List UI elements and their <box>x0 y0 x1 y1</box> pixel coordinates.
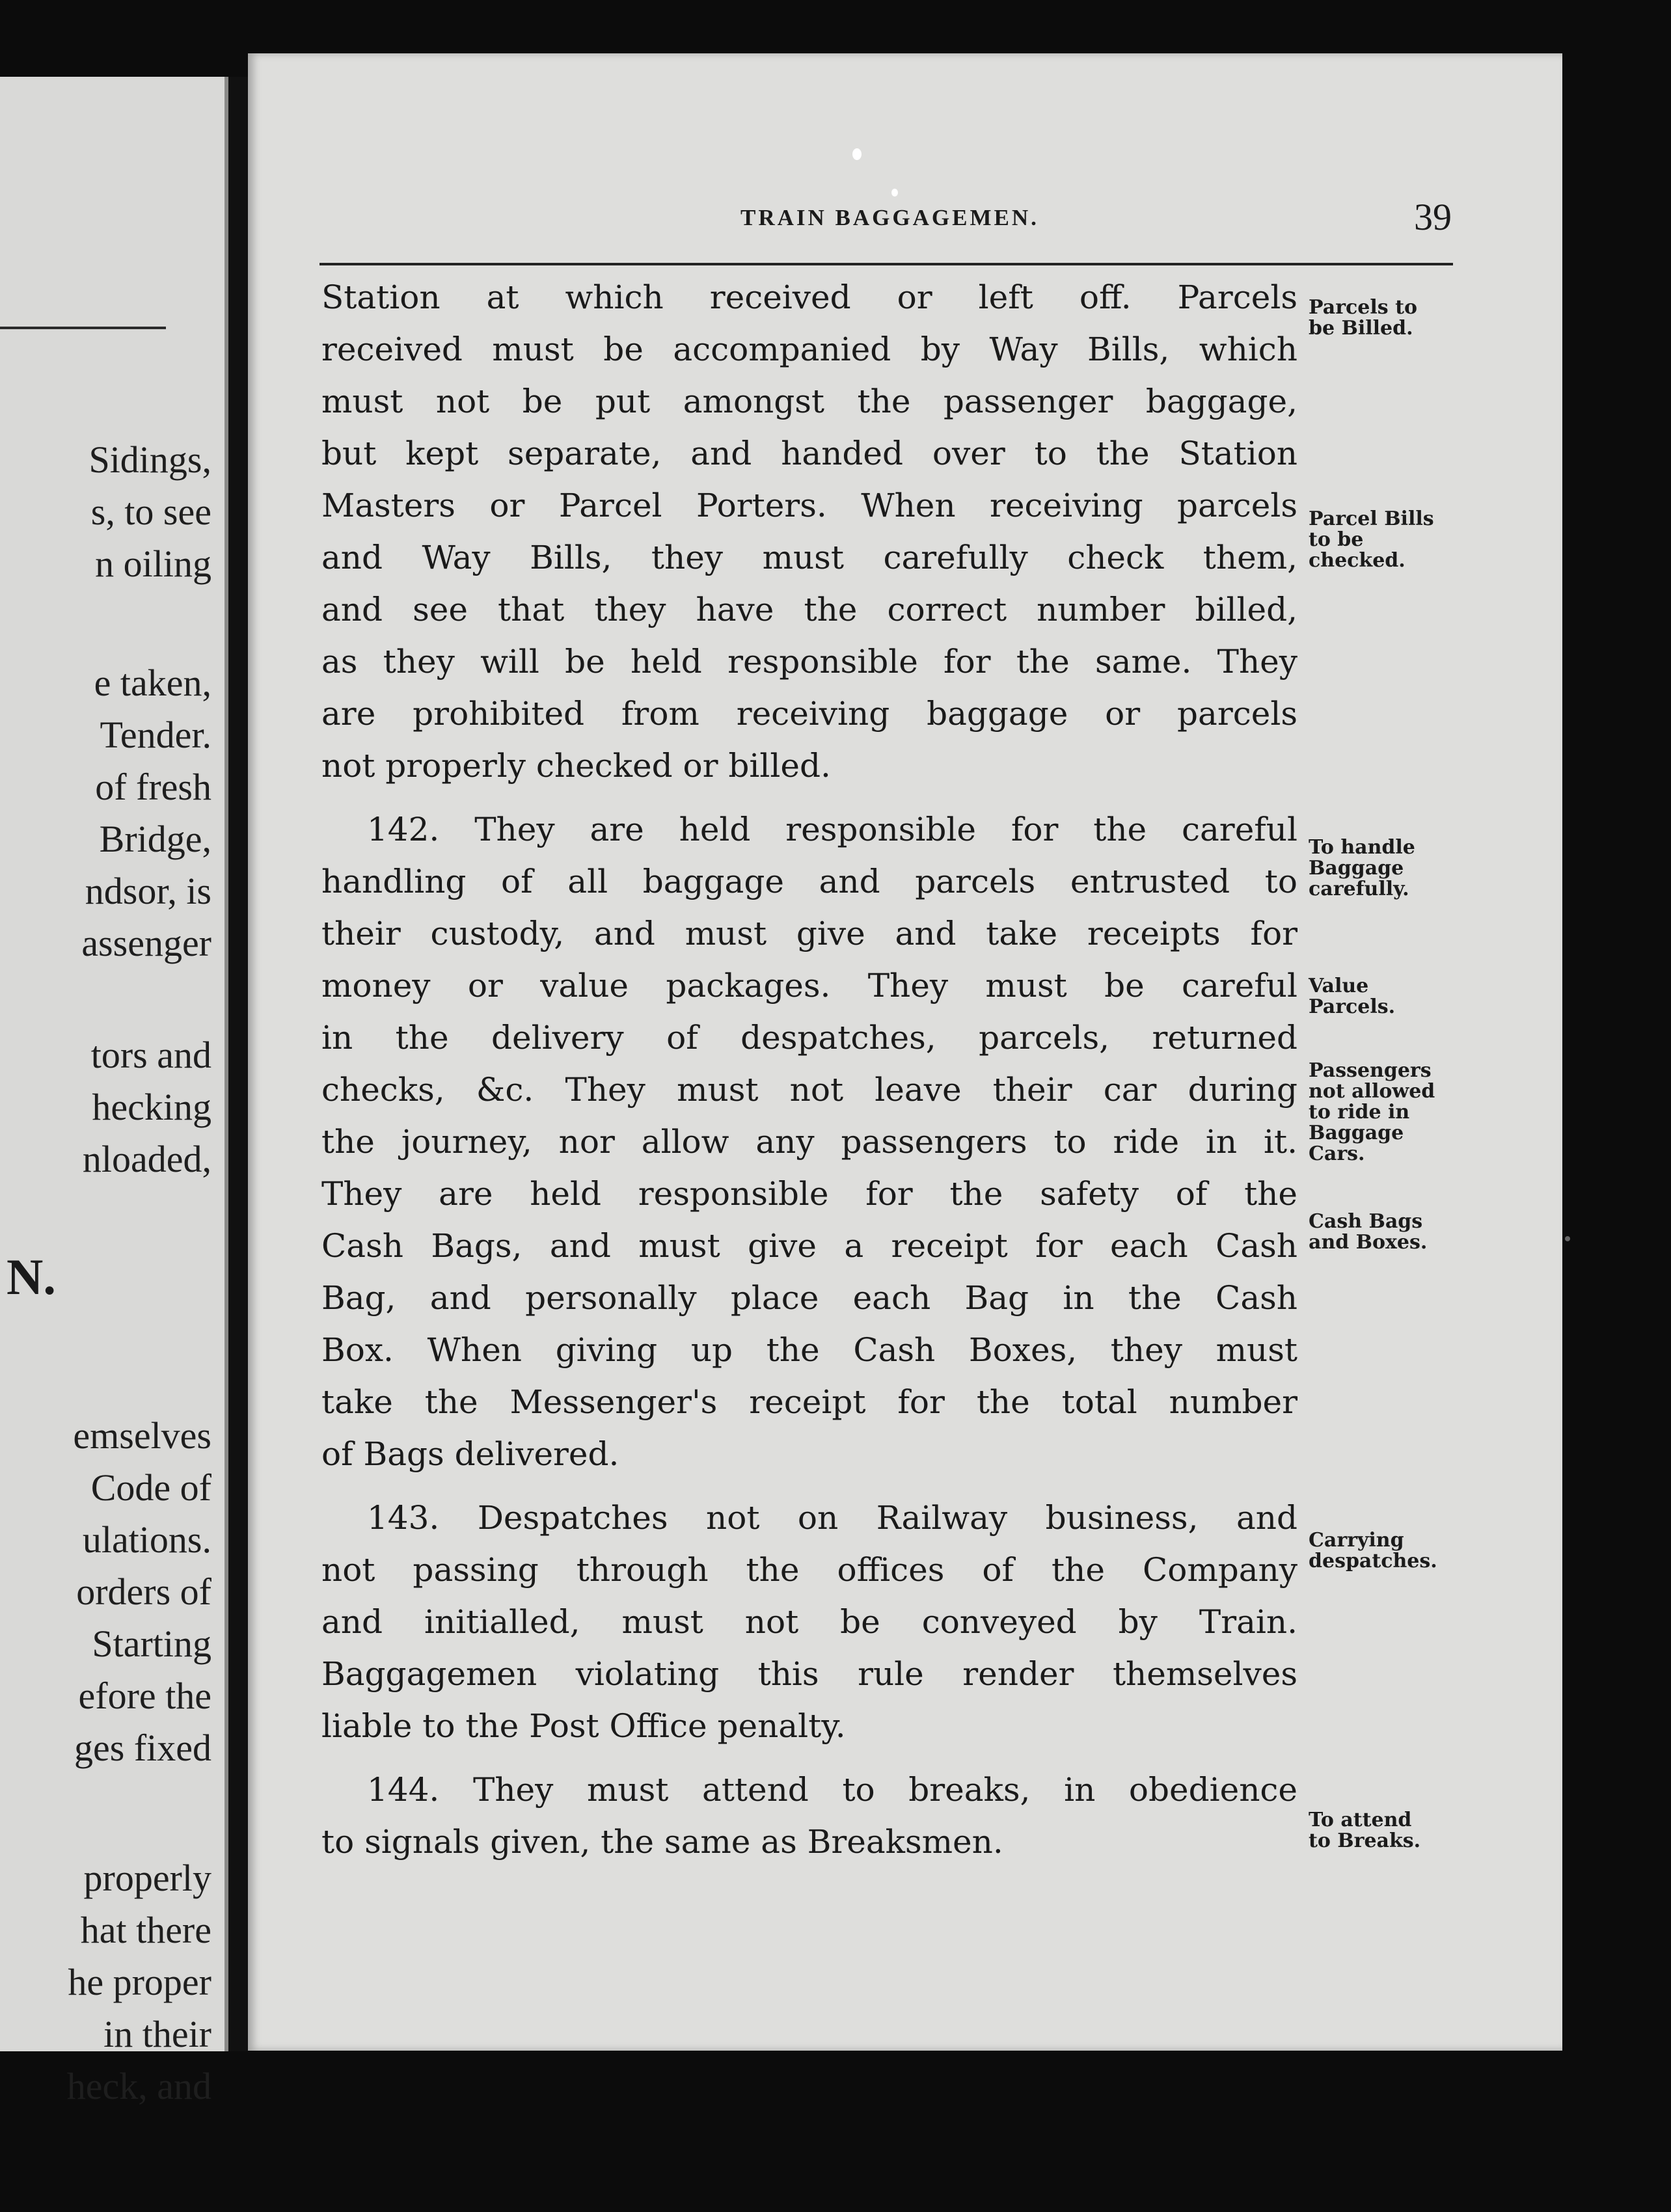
previous-page-line: hecking <box>92 1086 211 1128</box>
previous-page-line: emselves <box>73 1414 211 1457</box>
previous-page-line: n oiling <box>95 543 211 585</box>
text-line: and see that they have the correct number billed, <box>321 591 1297 628</box>
previous-page-line: he proper <box>68 1961 211 2003</box>
marginal-note: Value Parcels. <box>1309 975 1396 1018</box>
previous-page-line: efore the <box>78 1675 211 1717</box>
text-line: must not be put amongst the passenger baggage, <box>321 383 1297 420</box>
previous-page-line: Bridge, <box>99 818 211 860</box>
previous-page-rule <box>0 327 166 329</box>
previous-page-heading-fragment: N. <box>7 1248 56 1305</box>
text-line: as they will be held responsible for the same. They <box>321 643 1297 681</box>
text-line: Cash Bags, and must give a receipt for each Cash <box>321 1227 1297 1265</box>
previous-page-line: in their <box>103 2013 211 2055</box>
body-text <box>321 271 1297 1868</box>
text-line: their custody, and must give and take receipts for <box>321 915 1297 952</box>
text-line: not passing through the offices of the Company <box>321 1551 1297 1589</box>
previous-page-line: nloaded, <box>82 1138 211 1180</box>
previous-page-line: Code of <box>90 1466 211 1509</box>
previous-page-line: ges fixed <box>74 1727 211 1769</box>
marginal-note: Carrying despatches. <box>1309 1529 1437 1572</box>
previous-page-line: s, to see <box>90 491 211 533</box>
text-line: Station at which received or left off. Parcels <box>321 278 1297 316</box>
running-header: TRAIN BAGGAGEMEN. <box>740 205 1039 230</box>
text-line: handling of all baggage and parcels entrusted to <box>321 863 1297 900</box>
text-line: Bag, and personally place each Bag in the Cash <box>321 1279 1297 1317</box>
text-line: Box. When giving up the Cash Boxes, they must <box>321 1331 1297 1369</box>
text-line: Baggagemen violating this rule render themselves <box>321 1655 1297 1693</box>
text-line: are prohibited from receiving baggage or parcels <box>321 695 1297 733</box>
text-line: checks, &c. They must not leave their car during <box>321 1071 1297 1109</box>
text-line: money or value packages. They must be careful <box>321 967 1297 1005</box>
previous-page-line: of fresh <box>95 766 211 808</box>
marginal-note: Passengers not allowed to ride in Baggage Cars. <box>1309 1059 1435 1165</box>
previous-page-line: ulations. <box>82 1518 211 1561</box>
text-line: 144. They must attend to breaks, in obedience <box>367 1771 1297 1809</box>
text-line: in the delivery of despatches, parcels, returned <box>321 1019 1297 1057</box>
previous-page-line: assenger <box>81 922 211 964</box>
text-line: and initialled, must not be conveyed by Train. <box>321 1603 1297 1641</box>
text-line: liable to the Post Office penalty. <box>321 1707 846 1745</box>
scan-speck <box>891 189 898 196</box>
page-number: 39 <box>1414 196 1452 238</box>
text-line: 143. Despatches not on Railway business, and <box>367 1499 1297 1537</box>
text-line: Masters or Parcel Porters. When receiving parcels <box>321 487 1297 524</box>
text-line: 142. They are held responsible for the careful <box>367 811 1297 848</box>
text-line: received must be accompanied by Way Bills, which <box>321 330 1297 368</box>
text-line: take the Messenger's receipt for the total number <box>321 1383 1297 1421</box>
previous-page-line: orders of <box>76 1571 211 1613</box>
previous-page-line: tors and <box>90 1034 211 1076</box>
book-page <box>248 53 1562 2051</box>
text-line: the journey, nor allow any passengers to ride in it. <box>321 1123 1297 1161</box>
marginal-note: Cash Bags and Boxes. <box>1309 1210 1428 1254</box>
previous-page-line: hat there <box>80 1909 211 1951</box>
previous-page-line: heck, and <box>66 2065 211 2107</box>
text-line: to signals given, the same as Breaksmen. <box>321 1823 1003 1861</box>
marginal-note: Parcel Bills to be checked. <box>1309 507 1434 572</box>
previous-page-line: properly <box>83 1857 211 1899</box>
marginal-note: To attend to Breaks. <box>1309 1809 1421 1852</box>
text-line: They are held responsible for the safety of the <box>321 1175 1297 1213</box>
text-line: of Bags delivered. <box>321 1435 619 1473</box>
previous-page-line: e taken, <box>94 662 211 704</box>
scan-speck <box>1565 1236 1570 1241</box>
marginal-note: To handle Baggage carefully. <box>1309 836 1415 900</box>
previous-page-line: Tender. <box>100 714 211 756</box>
previous-page-line: ndsor, is <box>85 870 211 912</box>
previous-page-fragment <box>0 77 228 2107</box>
previous-page-line: Starting <box>92 1623 211 1665</box>
scan-speck <box>852 148 862 160</box>
text-line: not properly checked or billed. <box>321 747 831 785</box>
book-gutter <box>228 77 248 2051</box>
text-line: and Way Bills, they must carefully check them, <box>321 539 1297 576</box>
marginal-note: Parcels to be Billed. <box>1309 296 1417 340</box>
header-rule <box>319 263 1453 265</box>
text-line: but kept separate, and handed over to the Station <box>321 435 1297 472</box>
previous-page-line: Sidings, <box>88 438 211 481</box>
